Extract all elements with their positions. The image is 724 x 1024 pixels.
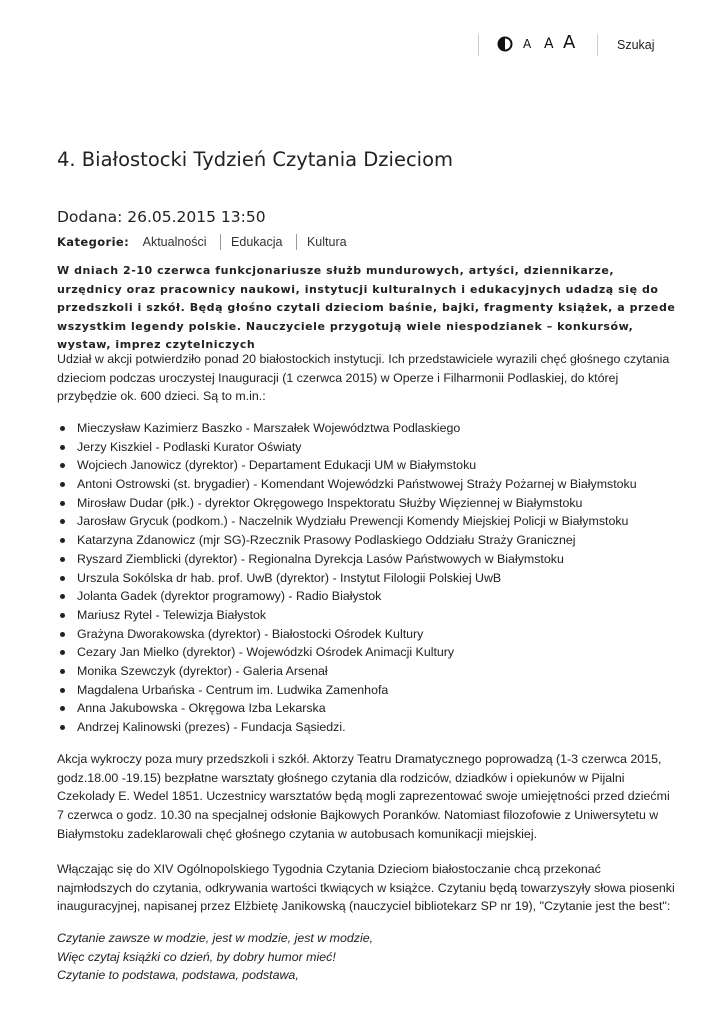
date-label: Dodana xyxy=(57,208,118,226)
article-lead: W dniach 2-10 czerwca funkcjonariusze służb mundurowych, artyści, dziennikarze, urzędnicy oraz pracownicy naukowi, instytucji kulturalnych i edukacyjnych udadzą się do przedszkoli i szkół. Będą głośno czytali dzieciom baśnie, bajki, fragmenty książek, a przede wszystkim legendy polskie. Nauczyciele przygotują wiele niespodzianek – konkursów, wystaw, imprez czytelniczych xyxy=(57,264,676,352)
list-item: Urszula Sokólska dr hab. prof. UwB (dyrektor) - Instytut Filologii Polskiej UwB xyxy=(57,569,677,588)
article-paragraph: Włączając się do XIV Ogólnopolskiego Tygodnia Czytania Dzieciom białostoczanie chcą przekonać najmłodszych do czytania, odkrywania wartości tkwiących w książce. Czytaniu będą towarzyszyły słowa piosenki inauguracyjnej, napisanej przez Elżbietę Janikowską (nauczyciel bibliotekarz SP nr 19), "Czytanie jest the best": xyxy=(57,862,675,914)
categories xyxy=(57,234,357,254)
list-item: Magdalena Urbańska - Centrum im. Ludwika Zamenhofa xyxy=(57,681,677,700)
list-item: Katarzyna Zdanowicz (mjr SG)-Rzecznik Prasowy Podlaskiego Oddziału Straży Granicznej xyxy=(57,531,677,550)
font-size-small-button[interactable]: A xyxy=(523,37,532,51)
font-size-large-button[interactable]: A xyxy=(563,32,576,53)
font-size-medium-button[interactable]: A xyxy=(544,36,554,52)
article-paragraph: Akcja wykroczy poza mury przedszkoli i szkół. Aktorzy Teatru Dramatycznego poprowadzą (1-3 czerwca 2015, godz.18.00 -19.15) bezpłatne warsztaty głośnego czytania dla rodziców, dziadków i opiekunów w Pijalni Czekolady E. Wedel 1851. Uczestnicy warsztatów będą mogli zaprezentować swoje umiejętności przed dziećmi 7 czerwca o godz. 10.30 na specjalnej odsłonie Bajkowych Poranków. Natomiast filozofowie z Uniwersytetu w Białymstoku zadeklarowali chęć głośnego czytania w autobusach komunikacji miejskiej. xyxy=(57,752,670,841)
list-item: Mieczysław Kazimierz Baszko - Marszałek Województwa Podlaskiego xyxy=(57,419,677,438)
list-item: Andrzej Kalinowski (prezes) - Fundacja Sąsiedzi. xyxy=(57,718,677,737)
lyrics-line: Czytanie to podstawa, podstawa, podstawa, xyxy=(57,968,299,983)
list-item: Monika Szewczyk (dyrektor) - Galeria Arsenał xyxy=(57,662,677,681)
list-item: Jolanta Gadek (dyrektor programowy) - Radio Białystok xyxy=(57,587,677,606)
list-item: Wojciech Janowicz (dyrektor) - Departament Edukacji UM w Białymstoku xyxy=(57,456,677,475)
category-link-kultura[interactable]: Kultura xyxy=(296,234,357,250)
list-item: Mariusz Rytel - Telewizja Białystok xyxy=(57,606,677,625)
song-lyrics xyxy=(57,929,677,985)
list-item: Ryszard Ziemblicki (dyrektor) - Regionalna Dyrekcja Lasów Państwowych w Białymstoku xyxy=(57,550,677,569)
category-link-edukacja[interactable]: Edukacja xyxy=(220,234,292,250)
toolbar-divider xyxy=(597,34,598,56)
list-item: Antoni Ostrowski (st. brygadier) - Komendant Wojewódzki Państwowej Straży Pożarnej w Białymstoku xyxy=(57,475,677,494)
list-item: Anna Jakubowska - Okręgowa Izba Lekarska xyxy=(57,699,677,718)
list-item: Mirosław Dudar (płk.) - dyrektor Okręgowego Inspektoratu Służby Więziennej w Białymstoku xyxy=(57,494,677,513)
publish-date xyxy=(57,208,266,226)
lyrics-line: Więc czytaj książki co dzień, by dobry humor mieć! xyxy=(57,949,336,964)
list-item: Jerzy Kiszkiel - Podlaski Kurator Oświaty xyxy=(57,438,677,457)
toolbar-divider xyxy=(478,34,479,56)
list-item: Cezary Jan Mielko (dyrektor) - Wojewódzki Ośrodek Animacji Kultury xyxy=(57,643,677,662)
page-title: 4. Białostocki Tydzień Czytania Dzieciom xyxy=(57,148,454,171)
lyrics-line: Czytanie zawsze w modzie, jest w modzie, jest w modzie, xyxy=(57,931,374,945)
search-link[interactable]: Szukaj xyxy=(617,38,655,52)
categories-label: Kategorie: xyxy=(57,235,130,249)
list-item: Grażyna Dworakowska (dyrektor) - Białostocki Ośrodek Kultury xyxy=(57,625,677,644)
accessibility-toolbar xyxy=(0,30,724,60)
list-item: Jarosław Grycuk (podkom.) - Naczelnik Wydziału Prewencji Komendy Miejskiej Policji w Białymstoku xyxy=(57,512,677,531)
article-paragraph: Udział w akcji potwierdziło ponad 20 białostockich instytucji. Ich przedstawiciele wyrazili chęć głośnego czytania dzieciom podczas uroczystej Inauguracji (1 czerwca 2015) w Operze i Filharmonii Podlaskiej, do której przybędzie ok. 600 dzieci. Są to m.in.: xyxy=(57,352,670,404)
participants-list xyxy=(57,419,677,737)
category-link-aktualnosci[interactable]: Aktualności xyxy=(142,235,207,249)
date-value: : 26.05.2015 13:50 xyxy=(117,208,266,226)
contrast-icon[interactable] xyxy=(497,36,513,52)
